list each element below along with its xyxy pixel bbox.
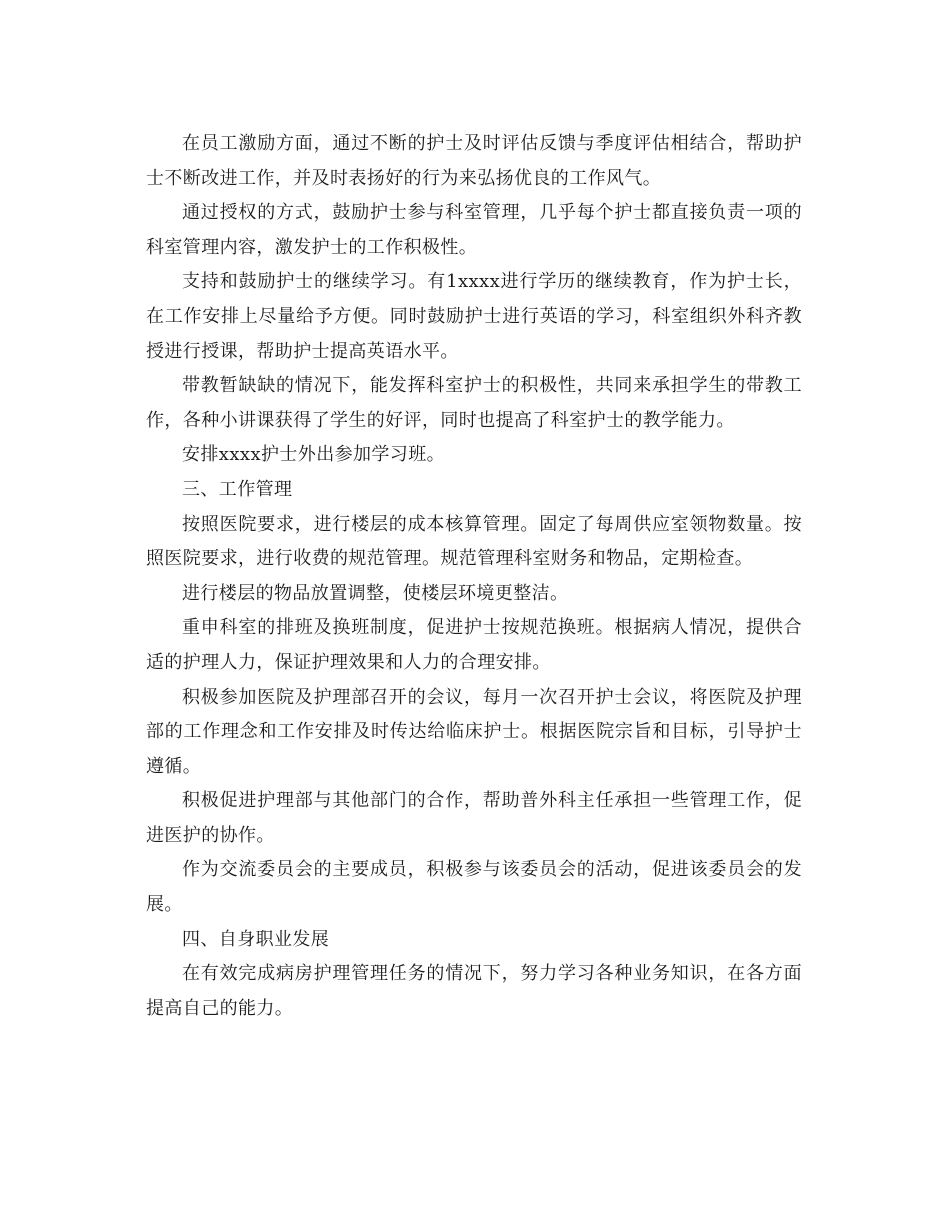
document-body [146, 127, 802, 1026]
paragraph-cost-management: 按照医院要求，进行楼层的成本核算管理。固定了每周供应室领物数量。按照医院要求，进行收费的规范管理。规范管理科室财务和物品，定期检查。 [146, 513, 802, 570]
paragraph-self-improvement: 在有效完成病房护理管理任务的情况下，努力学习各种业务知识，在各方面提高自己的能力。 [146, 963, 802, 1019]
paragraph-authorization: 通过授权的方式，鼓励护士参与科室管理，几乎每个护士都直接负责一项的科室管理内容，激发护士的工作积极性。 [146, 202, 802, 258]
paragraph-training-class: 安排xxxx护士外出参加学习班。 [182, 444, 446, 466]
paragraph-staff-motivation: 在员工激励方面，通过不断的护士及时评估反馈与季度评估相结合，帮助护士不断改进工作，并及时表扬好的行为来弘扬优良的工作风气。 [146, 133, 802, 189]
paragraph-meetings: 积极参加医院及护理部召开的会议，每月一次召开护士会议，将医院及护理部的工作理念和工作安排及时传达给临床护士。根据医院宗旨和目标，引导护士遵循。 [146, 686, 802, 777]
section-heading-career-development: 四、自身职业发展 [182, 928, 330, 950]
paragraph-committee: 作为交流委员会的主要成员，积极参与该委员会的活动，促进该委员会的发展。 [146, 859, 802, 916]
paragraph-cooperation: 积极促进护理部与其他部门的合作，帮助普外科主任承担一些管理工作，促进医护的协作。 [146, 790, 802, 846]
section-heading-work-management: 三、工作管理 [182, 478, 293, 500]
paragraph-scheduling: 重申科室的排班及换班制度，促进护士按规范换班。根据病人情况，提供合适的护理人力，保证护理效果和人力的合理安排。 [146, 617, 802, 673]
paragraph-floor-arrangement: 进行楼层的物品放置调整，使楼层环境更整洁。 [182, 582, 569, 604]
paragraph-continuing-education: 支持和鼓励护士的继续学习。有1xxxx进行学历的继续教育，作为护士长，在工作安排上尽量给予方便。同时鼓励护士进行英语的学习，科室组织外科齐教授进行授课，帮助护士提高英语水平。 [146, 271, 802, 362]
paragraph-teaching: 带教暂缺缺的情况下，能发挥科室护士的积极性，共同来承担学生的带教工作，各种小讲课获得了学生的好评，同时也提高了科室护士的教学能力。 [146, 375, 802, 431]
